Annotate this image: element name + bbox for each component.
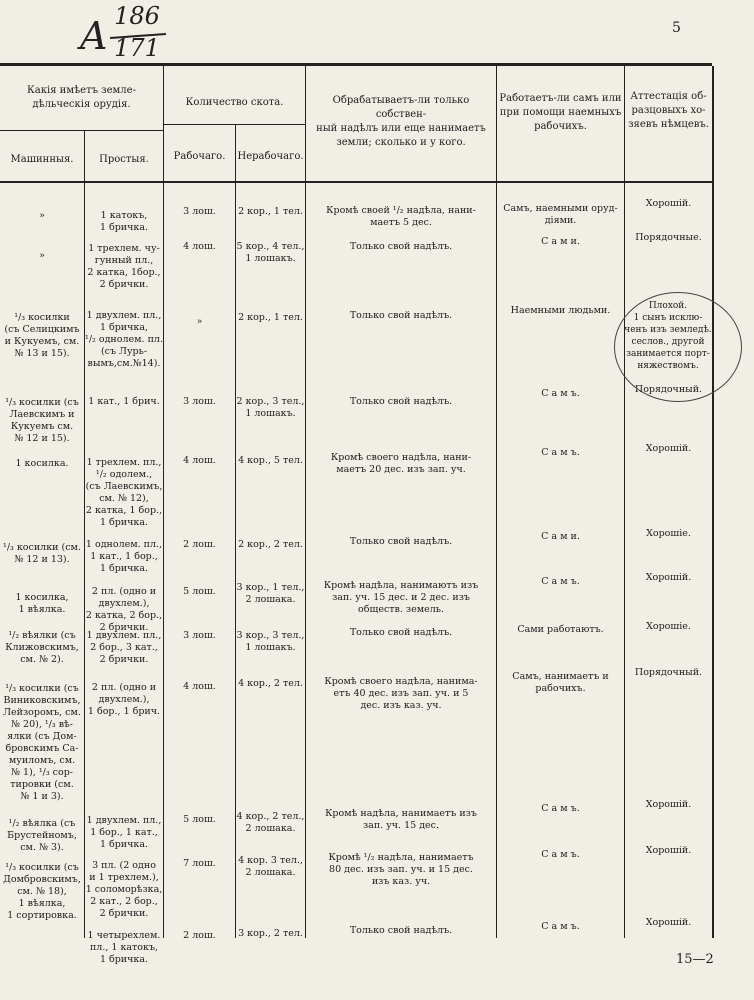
cell-nonworking: 5 кор., 4 тел., 1 лошакъ. <box>236 241 305 264</box>
cell-nonworking: 3 кор., 1 тел., 2 лошака. <box>236 582 305 605</box>
cell-land: Только свой надѣлъ. <box>349 396 453 407</box>
handwritten-number-lower: 171 <box>114 34 160 62</box>
cell-simple: 1 однолем. пл., 1 кат., 1 бор., 1 бричка. <box>85 539 163 574</box>
cell-working: 4 лош. <box>183 681 216 692</box>
cell-machine: 1 косилка. <box>15 458 69 469</box>
cell-machine: ¹/₃ косилки (съ Селицкимъ и Кукуемъ, см. № 13 и 15). <box>4 312 80 359</box>
cell-attestation: Хорошій. <box>645 799 692 810</box>
cell-simple: 1 кат., 1 брич. <box>88 396 160 407</box>
cell-nonworking: 2 кор., 3 тел., 1 лошакъ. <box>236 396 305 419</box>
cell-working: 2 лош. <box>183 539 216 550</box>
header-bottom-rule <box>0 181 712 183</box>
cell-working: 3 лош. <box>183 630 216 641</box>
cell-simple: 2 пл. (одно и двухлем.), 2 катка, 2 бор., 2 брички. <box>85 586 163 633</box>
cell-simple: 1 двухлем. пл., 2 бор., 3 кат., 2 брички. <box>86 630 162 665</box>
cell-nonworking: 2 кор., 1 тел. <box>238 206 303 217</box>
page-number: 5 <box>672 20 681 36</box>
cell-simple: 1 трехлем. пл., ¹/₂ одолем., (съ Лаевскимъ, см. № 12), 2 катка, 1 бор., 1 бричка. <box>85 457 163 528</box>
cell-nonworking: 4 кор., 5 тел. <box>238 455 303 466</box>
handwritten-circle-mark <box>614 292 742 402</box>
cell-machine: ¹/₃ косилки (съ Виниковскимъ, Лейзоромъ, см. № 20), ¹/₃ вѣ- ялки (съ Дом- бровскимъ Са- муиломъ, см. № 1), ¹/₃ сор- тировки (см. № 1 и 3). <box>3 683 81 802</box>
cell-machine: » <box>39 210 45 221</box>
cell-working: 4 лош. <box>183 241 216 252</box>
cell-labor: Наемными людьми. <box>510 305 611 316</box>
header-land: Обрабатываетъ-ли только собствен- ный надѣлъ или еще нанимаетъ земли; сколько и у кого. <box>316 95 486 148</box>
cell-land: Кромѣ надѣла, нанимаетъ изъ зап. уч. 15 дес. <box>325 808 477 831</box>
cell-working: 3 лош. <box>183 396 216 407</box>
cell-attestation: Хорошіе. <box>646 528 691 539</box>
cell-nonworking: 3 кор., 3 тел., 1 лошакъ. <box>236 630 305 653</box>
cell-land: Только свой надѣлъ. <box>349 241 453 252</box>
handwritten-letter: A <box>80 14 108 58</box>
cell-attestation: Порядочные. <box>635 232 702 243</box>
cell-labor: С а м ъ. <box>541 803 580 814</box>
cell-attestation: Хорошій. <box>645 845 692 856</box>
header-tools-group: Какія имѣетъ земле- дѣльческія орудія. <box>27 85 136 110</box>
cell-nonworking: 2 кор., 2 тел. <box>238 539 303 550</box>
cell-labor: С а м ъ. <box>541 576 580 587</box>
column-divider <box>163 66 164 938</box>
cell-simple: 2 пл. (одно и двухлем.), 1 бор., 1 брич. <box>87 682 161 717</box>
cell-working: 5 лош. <box>183 814 216 825</box>
cell-working: 7 лош. <box>183 858 216 869</box>
tools-subheader-rule <box>0 130 163 131</box>
cell-land: Кромѣ своего надѣла, нани- маетъ 20 дес. изъ зап. уч. <box>330 452 472 475</box>
cell-simple: 1 двухлем. пл., 1 бор., 1 кат., 1 бричка. <box>86 815 162 850</box>
cell-machine: 1 косилка, 1 вѣялка. <box>15 592 69 615</box>
cell-attestation: Хорошій. <box>645 443 692 454</box>
cell-machine: ¹/₂ вѣялка (съ Брустейномъ, см. № 3). <box>7 818 77 853</box>
cell-labor: Самъ, нанимаетъ и рабочихъ. <box>512 671 609 694</box>
printer-signature: 15—2 <box>676 952 714 967</box>
cell-labor: Сами работаютъ. <box>517 624 604 635</box>
cell-land: Кромѣ своего надѣла, нанима- етъ 40 дес. изъ зап. уч. и 5 дес. изъ каз. уч. <box>324 676 478 711</box>
cell-land: Только свой надѣлъ. <box>349 310 453 321</box>
header-working: Рабочаго. <box>173 151 226 162</box>
cell-nonworking: 4 кор. 3 тел., 2 лошака. <box>238 855 303 878</box>
cell-working: » <box>196 316 203 327</box>
cell-machine: ¹/₂ вѣялки (съ Клижовскимъ, см. № 2). <box>5 630 79 665</box>
cell-nonworking: 2 кор., 1 тел. <box>238 312 303 323</box>
cell-attestation: Порядочный. <box>634 384 703 395</box>
cell-labor: С а м ъ. <box>541 447 580 458</box>
cell-machine: ¹/₃ косилки (см. № 12 и 13). <box>3 542 81 565</box>
cell-simple: 3 пл. (2 одно и 1 трехлем.), 1 соломорѣзка, 2 кат., 2 бор., 2 брички. <box>85 860 163 919</box>
cell-labor: С а м ъ. <box>541 849 580 860</box>
cell-attestation: Хорошій. <box>645 917 692 928</box>
cell-simple: 1 двухлем. пл., 1 бричка, ¹/₂ однолем. пл. (съ Лурь- вымъ,см.№14). <box>85 310 163 369</box>
handwritten-number-upper: 186 <box>114 2 160 30</box>
cell-working: 4 лош. <box>183 455 216 466</box>
cell-land: Кромѣ ¹/₂ надѣла, нанимаетъ 80 дес. изъ зап. уч. и 15 дес. изъ каз. уч. <box>328 852 474 887</box>
table-top-rule <box>0 63 712 66</box>
cell-machine: » <box>39 250 45 261</box>
cell-machine: ¹/₃ косилки (съ Домбровскимъ, см. № 18), 1 вѣялка, 1 сортировка. <box>3 862 81 921</box>
header-attestation: Аттестація об- разцовыхъ хо- зяевъ нѣмцевъ. <box>628 91 709 130</box>
cell-nonworking: 4 кор., 2 тел. <box>238 678 303 689</box>
header-nonworking: Нерабочаго. <box>237 151 304 162</box>
cell-labor: С а м ъ. <box>541 921 580 932</box>
cell-labor: С а м и. <box>541 236 580 247</box>
header-machine: Машинныя. <box>10 154 74 165</box>
cell-labor: С а м и. <box>541 531 580 542</box>
cell-attestation: Хорошій. <box>645 198 692 209</box>
cell-land: Кромѣ своей ¹/₂ надѣла, нани- маетъ 5 дес. <box>326 205 476 228</box>
cell-nonworking: 4 кор., 2 тел., 2 лошака. <box>236 811 305 834</box>
cell-land: Кромѣ надѣла, нанимаютъ изъ зап. уч. 15 дес. и 2 дес. изъ обществ. земель. <box>323 580 479 615</box>
cell-attestation: Хорошій. <box>645 572 692 583</box>
header-livestock-group: Количество скота. <box>185 97 284 108</box>
header-labor: Работаетъ-ли самъ или при помощи наемныхъ рабочихъ. <box>499 93 622 132</box>
cell-simple: 1 четырехлем. пл., 1 катокъ, 1 бричка. <box>87 930 161 965</box>
table-right-border <box>712 66 714 938</box>
cell-land: Только свой надѣлъ. <box>349 627 453 638</box>
header-simple: Простыя. <box>99 154 149 165</box>
cell-labor: Самъ, наемными оруд- діями. <box>503 203 618 226</box>
cell-machine: ¹/₃ косилки (съ Лаевскимъ и Кукуемъ см. № 12 и 15). <box>5 397 79 444</box>
cell-working: 5 лош. <box>183 586 216 597</box>
cell-attestation: Хорошіе. <box>646 621 691 632</box>
cell-working: 2 лош. <box>183 930 216 941</box>
livestock-subheader-rule <box>163 124 305 125</box>
cell-working: 3 лош. <box>183 206 216 217</box>
cell-simple: 1 трехлем. чу- гунный пл., 2 катка, 1бор., 2 брички. <box>87 243 161 290</box>
cell-land: Только свой надѣлъ. <box>349 925 453 936</box>
cell-attestation: Порядочный. <box>634 667 703 678</box>
cell-nonworking: 3 кор., 2 тел. <box>238 928 303 939</box>
cell-simple: 1 катокъ, 1 бричка. <box>99 210 149 233</box>
cell-labor: С а м ъ. <box>541 388 580 399</box>
cell-land: Только свой надѣлъ. <box>349 536 453 547</box>
cell-attestation: Плохой. 1 сынъ исклю- ченъ изъ земледѣ. сеслов., другой занимается порт- няжествомъ. <box>624 301 712 371</box>
